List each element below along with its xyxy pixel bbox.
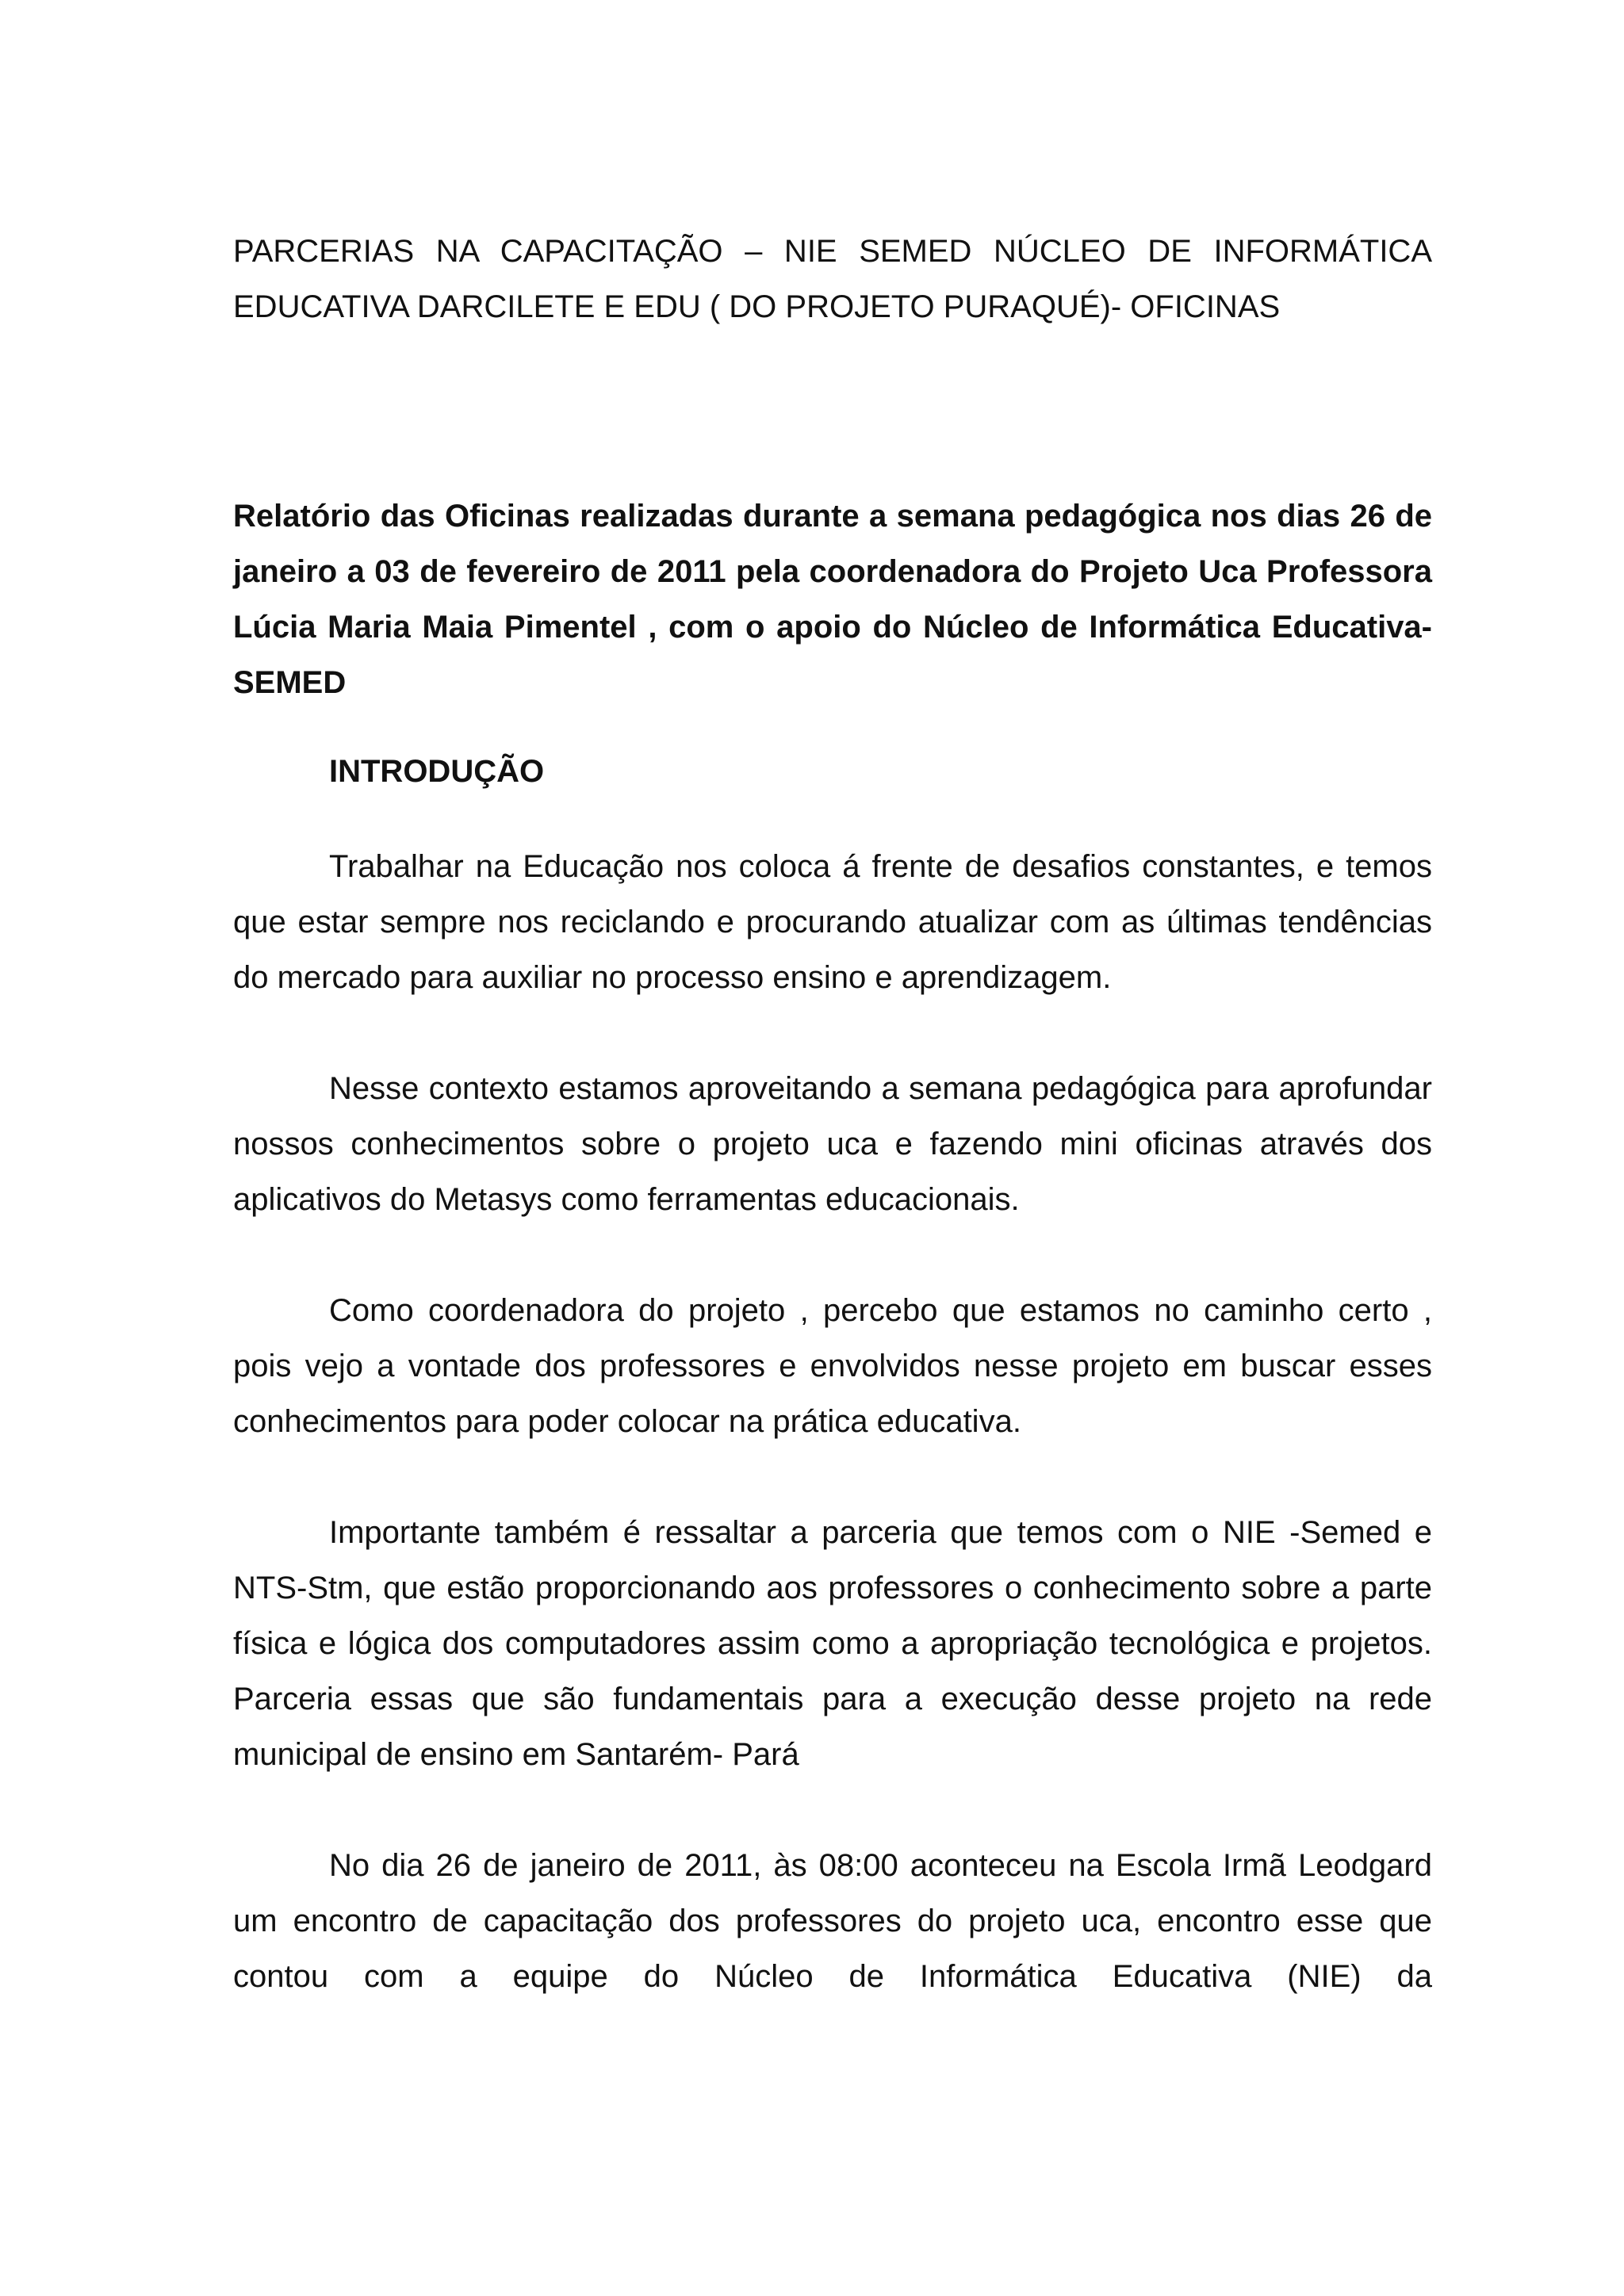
document-content bbox=[233, 224, 1432, 2004]
section-title-introducao: INTRODUÇÃO bbox=[329, 754, 545, 789]
paragraph-3: Como coordenadora do projeto , percebo que estamos no caminho certo , pois vejo a vontade dos professores e envolvidos nesse projeto em buscar esses conhecimentos para poder colocar na prática educativa. bbox=[233, 1293, 1432, 1439]
paragraph-5: No dia 26 de janeiro de 2011, às 08:00 aconteceu na Escola Irmã Leodgard um encontro de capacitação dos professores do projeto uca, encontro esse que contou com a equipe do Núcleo de Informática Educativa (NIE) da bbox=[233, 1848, 1432, 1994]
paragraph-1: Trabalhar na Educação nos coloca á frente de desafios constantes, e temos que estar sempre nos reciclando e procurando atualizar com as últimas tendências do mercado para auxiliar no processo ensino e aprendizagem. bbox=[233, 849, 1432, 995]
paragraph-2: Nesse contexto estamos aproveitando a semana pedagógica para aprofundar nossos conhecimentos sobre o projeto uca e fazendo mini oficinas através dos aplicativos do Metasys como ferramentas educacionais. bbox=[233, 1071, 1432, 1217]
document-header-title: PARCERIAS NA CAPACITAÇÃO – NIE SEMED NÚCLEO DE INFORMÁTICA EDUCATIVA DARCILETE E EDU ( DO PROJETO PURAQUÉ)- OFICINAS bbox=[233, 234, 1432, 324]
report-heading: Relatório das Oficinas realizadas durante a semana pedagógica nos dias 26 de janeiro a 03 de fevereiro de 2011 pela coordenadora do Projeto Uca Professora Lúcia Maria Maia Pimentel , com o apoio do Núcleo de Informática Educativa-SEMED bbox=[233, 499, 1432, 700]
paragraph-4: Importante também é ressaltar a parceria que temos com o NIE -Semed e NTS-Stm, que estão proporcionando aos professores o conhecimento sobre a parte física e lógica dos computadores assim como a apropriação tecnológica e projetos. Parceria essas que são fundamentais para a execução desse projeto na rede municipal de ensino em Santarém- Pará bbox=[233, 1515, 1432, 1772]
